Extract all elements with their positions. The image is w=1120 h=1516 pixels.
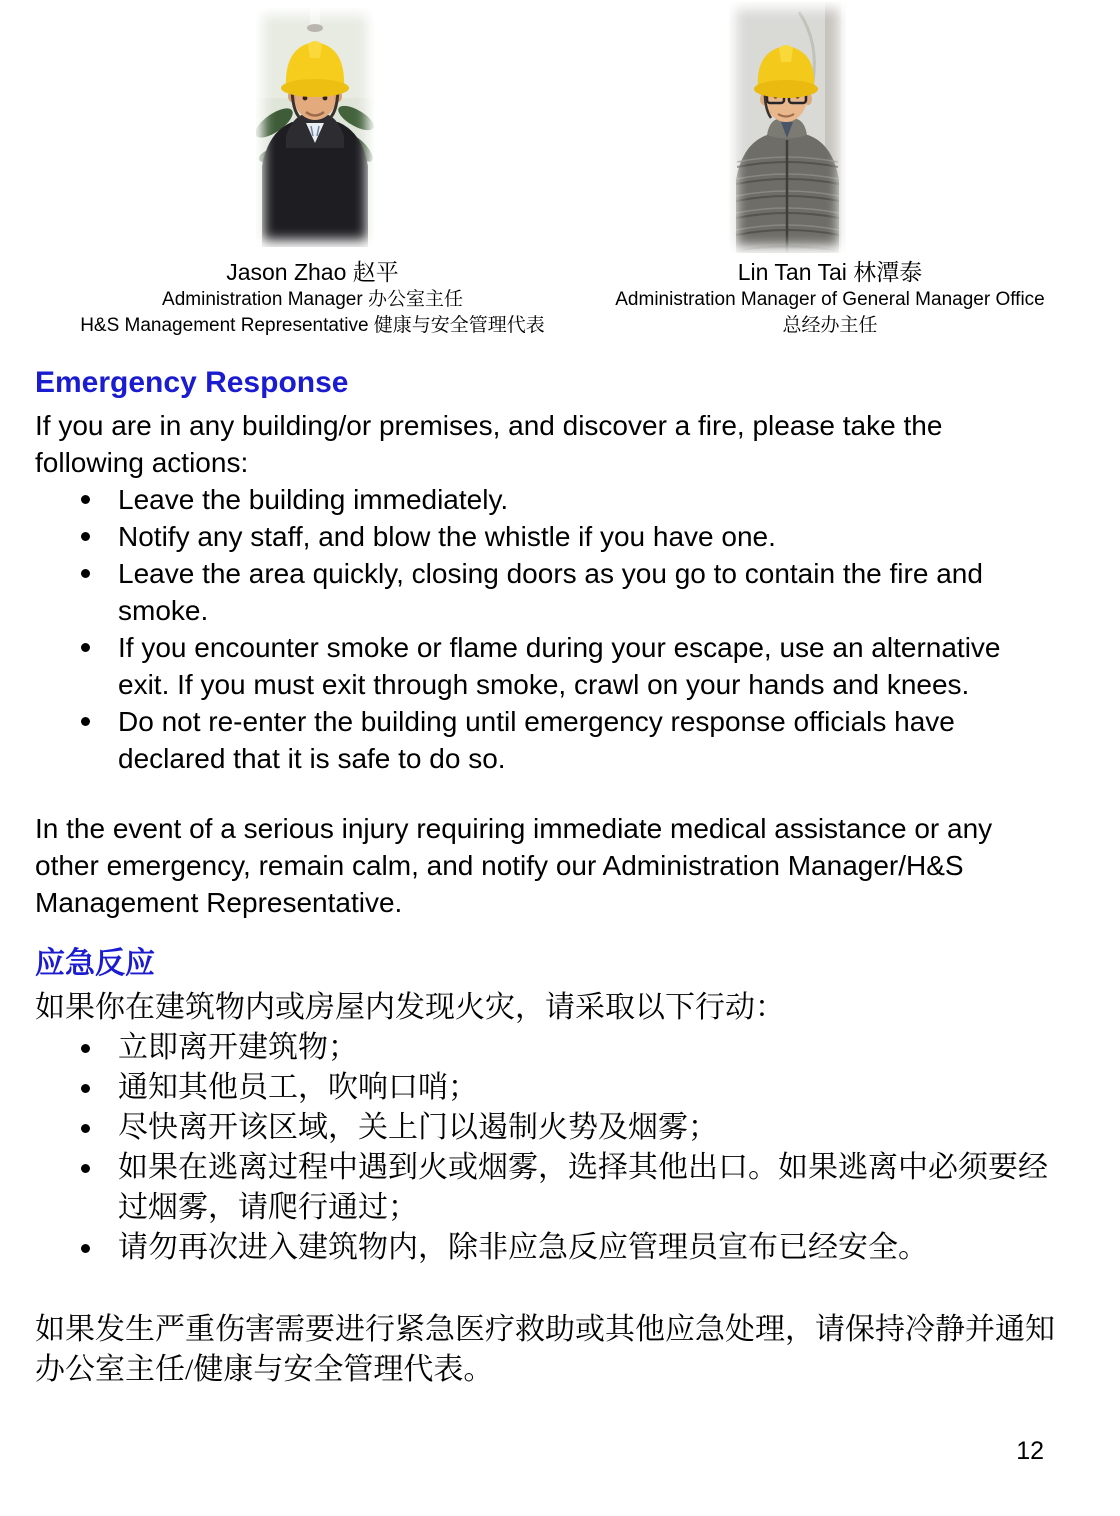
list-item: 请勿再次进入建筑物内，除非应急反应管理员宣布已经安全。: [80, 1228, 1059, 1268]
english-intro-paragraph: If you are in any building/or premises, and discover a fire, please take the following actions:: [35, 410, 943, 478]
list-item: 如果在逃离过程中遇到火或烟雾，选择其他出口。如果逃离中必须要经过烟雾，请爬行通过；: [80, 1148, 1059, 1228]
person-title: H&S Management Representative 健康与安全管理代表: [80, 315, 545, 336]
chinese-closing-paragraph: 如果发生严重伤害需要进行紧急医疗救助或其他应急处理，请保持冷静并通知办公室主任/健康与安全管理代表。: [35, 1313, 1055, 1386]
english-bullet-list: [35, 481, 1059, 777]
list-item: Do not re-enter the building until emergency response officials have declared that it is safe to do so.: [80, 703, 1059, 777]
caption-jason-zhao: [40, 258, 585, 339]
person-name: Lin Tan Tai 林潭泰: [737, 259, 923, 285]
page-body: [35, 366, 1059, 1390]
list-item: Leave the area quickly, closing doors as you go to contain the fire and smoke.: [80, 555, 1059, 629]
chinese-intro-paragraph: 如果你在建筑物内或房屋内发现火灾，请采取以下行动：: [35, 991, 785, 1024]
person-name: Jason Zhao 赵平: [226, 259, 399, 285]
caption-lin-tan-tai: [585, 258, 1075, 339]
emergency-response-heading: Emergency Response: [35, 366, 349, 399]
person-title: Administration Manager 办公室主任: [162, 289, 463, 310]
portrait-yellow-hardhat-black-jacket-illustration: [256, 8, 374, 247]
portrait-yellow-hardhat-glasses-puffer-jacket-illustration: [729, 2, 846, 253]
page-number: 12: [1016, 1437, 1044, 1465]
list-item: Notify any staff, and blow the whistle if you have one.: [80, 518, 1059, 555]
emergency-response-heading-chinese: 应急反应: [35, 947, 155, 980]
list-item: Leave the building immediately.: [80, 481, 1059, 518]
photo-lin-tan-tai: [729, 2, 846, 253]
person-title: 总经办主任: [782, 315, 878, 336]
photo-jason-zhao: [256, 8, 374, 247]
person-title: Administration Manager of General Manager Office: [615, 289, 1045, 310]
english-closing-paragraph: In the event of a serious injury requiring immediate medical assistance or any other emergency, remain calm, and notify our Administration Manager/H&S Management Representative.: [35, 813, 993, 918]
list-item: 尽快离开该区域，关上门以遏制火势及烟雾；: [80, 1108, 1059, 1148]
list-item: 立即离开建筑物；: [80, 1028, 1059, 1068]
list-item: 通知其他员工，吹响口哨；: [80, 1068, 1059, 1108]
list-item: If you encounter smoke or flame during your escape, use an alternative exit. If you must exit through smoke, crawl on your hands and knees.: [80, 629, 1059, 703]
chinese-bullet-list: [35, 1028, 1059, 1268]
